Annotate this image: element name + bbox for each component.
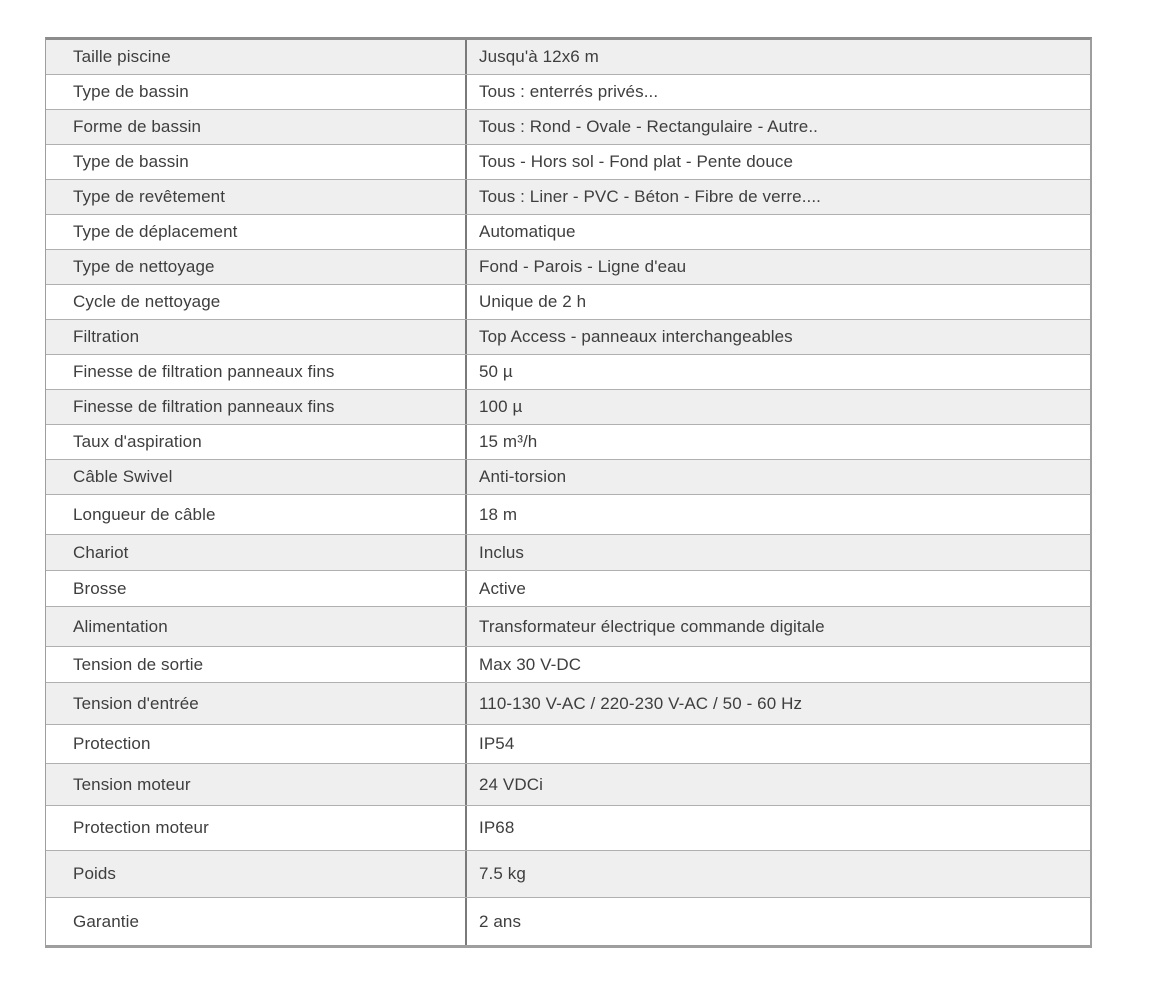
spec-label-cell: Câble Swivel (46, 460, 467, 494)
spec-value-cell: IP54 (479, 734, 515, 753)
table-row (46, 682, 1090, 724)
spec-label-cell: Tension moteur (46, 764, 467, 805)
spec-value-cell: 7.5 kg (479, 864, 526, 883)
spec-value-cell: 15 m³/h (479, 432, 538, 451)
table-row (46, 763, 1090, 805)
table-row (46, 214, 1090, 249)
spec-value-cell: Unique de 2 h (479, 292, 587, 311)
table-row (46, 459, 1090, 494)
spec-label-cell: Type de déplacement (46, 215, 467, 249)
table-row (46, 805, 1090, 850)
spec-value-cell: Fond - Parois - Ligne d'eau (479, 257, 687, 276)
spec-value-cell: Tous : Liner - PVC - Béton - Fibre de verre.... (479, 187, 821, 206)
spec-label-cell: Garantie (46, 898, 467, 945)
table-row (46, 606, 1090, 646)
table-row (46, 179, 1090, 214)
spec-value-cell: Jusqu'à 12x6 m (479, 47, 599, 66)
spec-label-cell: Tension de sortie (46, 647, 467, 682)
table-row (46, 249, 1090, 284)
spec-label-cell: Type de revêtement (46, 180, 467, 214)
spec-value-cell: Inclus (479, 542, 525, 562)
spec-label-cell: Filtration (46, 320, 467, 354)
table-row (46, 724, 1090, 763)
spec-value-cell: 24 VDCi (479, 774, 544, 794)
spec-value-cell: Max 30 V-DC (479, 654, 582, 674)
spec-label-cell: Type de bassin (46, 75, 467, 109)
spec-label-cell: Protection moteur (46, 806, 467, 850)
table-row (46, 646, 1090, 682)
spec-label-cell: Taux d'aspiration (46, 425, 467, 459)
spec-value-cell: 50 µ (479, 362, 513, 381)
table-row (46, 319, 1090, 354)
spec-value-cell: Tous : Rond - Ovale - Rectangulaire - Autre.. (479, 117, 818, 136)
spec-label-cell: Poids (46, 851, 467, 897)
table-row (46, 389, 1090, 424)
spec-value-cell: Top Access - panneaux interchangeables (479, 327, 793, 346)
spec-label-cell: Longueur de câble (46, 495, 467, 534)
spec-value-cell: IP68 (479, 818, 515, 837)
table-row (46, 354, 1090, 389)
spec-label-cell: Type de nettoyage (46, 250, 467, 284)
spec-label-cell: Chariot (46, 535, 467, 570)
table-row (46, 494, 1090, 534)
spec-label-cell: Type de bassin (46, 145, 467, 179)
spec-value-cell: Tous : enterrés privés... (479, 82, 659, 101)
spec-value-cell: Tous - Hors sol - Fond plat - Pente douce (479, 152, 794, 171)
spec-value-cell: 100 µ (479, 397, 523, 416)
table-row (46, 40, 1090, 74)
spec-table (45, 37, 1092, 948)
spec-value-cell: Anti-torsion (479, 467, 567, 486)
spec-label-cell: Protection (46, 725, 467, 763)
table-row (46, 74, 1090, 109)
spec-label-cell: Tension d'entrée (46, 683, 467, 724)
spec-label-cell: Finesse de filtration panneaux fins (46, 390, 467, 424)
spec-label-cell: Cycle de nettoyage (46, 285, 467, 319)
table-row (46, 284, 1090, 319)
spec-value-cell: 110-130 V-AC / 220-230 V-AC / 50 - 60 Hz (479, 693, 803, 713)
spec-label-cell: Alimentation (46, 607, 467, 646)
table-row (46, 570, 1090, 606)
table-row (46, 144, 1090, 179)
spec-value-cell: Active (479, 578, 526, 598)
spec-label-cell: Taille piscine (46, 40, 467, 74)
table-row (46, 897, 1090, 945)
table-row (46, 850, 1090, 897)
table-row (46, 534, 1090, 570)
spec-label-cell: Forme de bassin (46, 110, 467, 144)
spec-value-cell: Automatique (479, 222, 576, 241)
spec-value-cell: 2 ans (479, 911, 522, 931)
table-row (46, 109, 1090, 144)
table-row (46, 424, 1090, 459)
spec-label-cell: Finesse de filtration panneaux fins (46, 355, 467, 389)
spec-value-cell: Transformateur électrique commande digitale (479, 616, 825, 636)
spec-value-cell: 18 m (479, 504, 518, 524)
spec-label-cell: Brosse (46, 571, 467, 606)
